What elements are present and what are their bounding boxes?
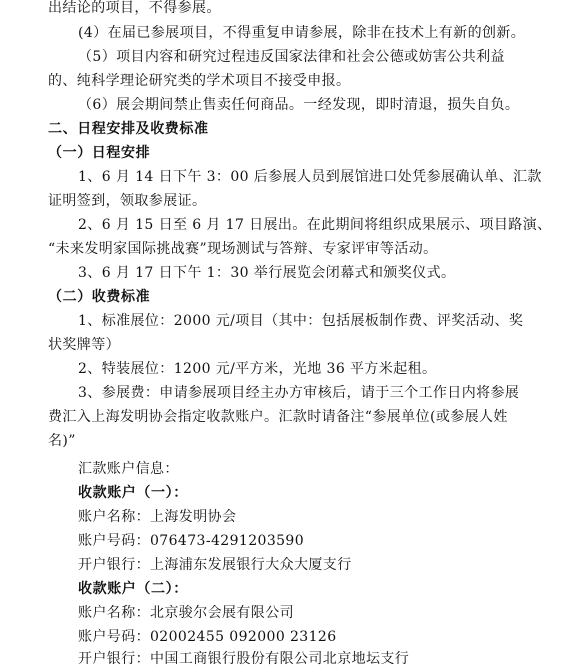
account-bank: 开户银行：上海浦东发展银行大众大厦支行 xyxy=(78,557,352,573)
account-heading: 收款账户（二）： xyxy=(78,581,188,597)
account-name: 账户名称：上海发明协会 xyxy=(78,509,237,525)
text-line: 名)” xyxy=(48,433,76,449)
text-line: 3、6 月 17 日下午 1：30 举行展览会闭幕式和颁奖仪式。 xyxy=(78,265,456,281)
subsection-heading: （一）日程安排 xyxy=(48,145,151,161)
account-bank: 开户银行：中国工商银行股份有限公司北京地坛支行 xyxy=(78,651,410,667)
text-line: 出结论的项目，不得参展。 xyxy=(48,0,221,16)
text-line: (4）在届已参展项目，不得重复申请参展，除非在技术上有新的创新。 xyxy=(78,25,526,41)
text-line: 2、特装展位：1200 元/平方米，光地 36 平方米起租。 xyxy=(78,361,437,377)
text-line: 1、标准展位：2000 元/项目（其中：包括展板制作费、评奖活动、奖 xyxy=(78,313,524,329)
account-number: 账户号码：02002455 092000 23126 xyxy=(78,629,337,645)
subsection-heading: （二）收费标准 xyxy=(48,289,151,305)
section-heading: 二、日程安排及收费标准 xyxy=(48,121,209,137)
text-line: “未来发明家国际挑战赛”现场测试与答辩、专家评审等活动。 xyxy=(48,241,438,257)
text-line: （5）项目内容和研究过程违反国家法律和社会公德或妨害公共利益 xyxy=(78,49,505,65)
text-line: （6）展会期间禁止售卖任何商品。一经发现，即时清退，损失自负。 xyxy=(78,97,520,113)
account-name: 账户名称：北京骏尔会展有限公司 xyxy=(78,605,294,621)
account-number: 账户号码：076473-4291203590 xyxy=(78,533,305,549)
text-line: 证明签到，领取参展证。 xyxy=(48,193,207,209)
text-line: 3、参展费：申请参展项目经主办方审核后，请于三个工作日内将参展 xyxy=(78,385,520,401)
text-line: 1、6 月 14 日下午 3：00 后参展人员到展馆进口处凭参展确认单、汇款 xyxy=(78,169,542,185)
text-line: 汇款账户信息： xyxy=(78,461,179,477)
account-heading: 收款账户（一）： xyxy=(78,485,188,501)
text-line: 状奖牌等） xyxy=(48,337,120,353)
text-line: 费汇入上海发明协会指定收款账户。汇款时请备注“参展单位(或参展人姓 xyxy=(48,409,508,425)
text-line: 2、6 月 15 日至 6 月 17 日展出。在此期间将组织成果展示、项目路演、 xyxy=(78,217,552,233)
text-line: 的、纯科学理论研究类的学术项目不接受申报。 xyxy=(48,73,351,89)
